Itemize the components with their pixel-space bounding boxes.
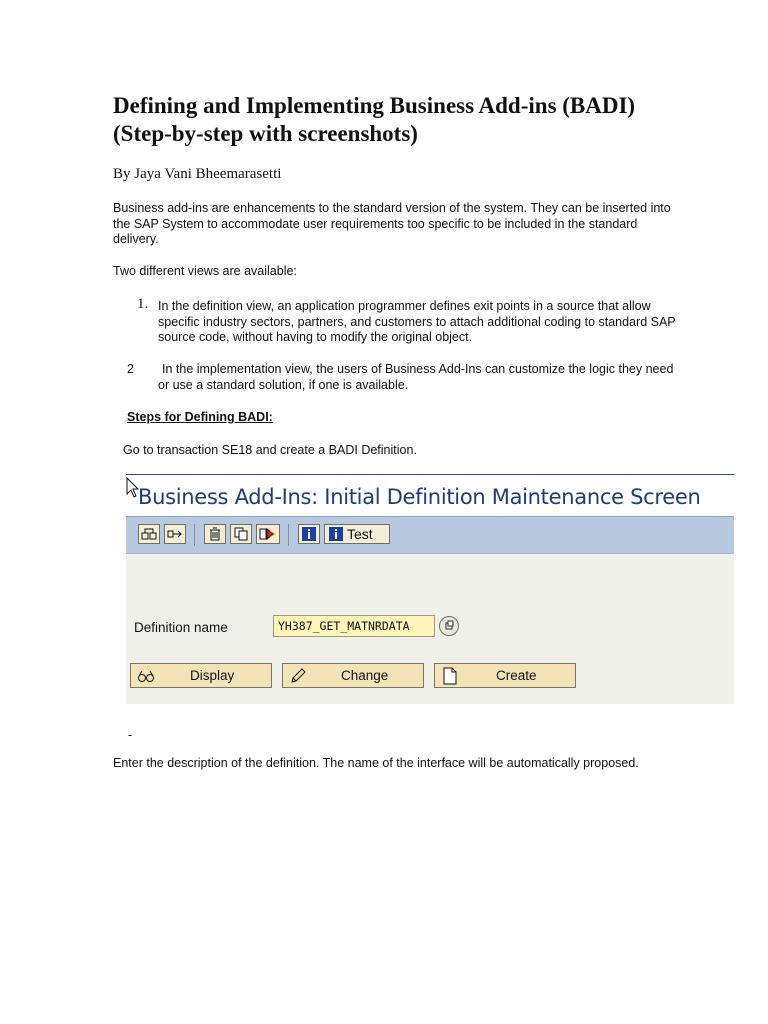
new-document-icon — [441, 667, 459, 685]
views-intro: Two different views are available: — [113, 264, 297, 278]
pencil-icon — [289, 667, 307, 685]
test-button[interactable] — [324, 524, 390, 544]
list-item-text: In the definition view, an application programmer defines exit points in a source that allow specific industry sectors, partners, and customers to attach additional coding to standard SAP source code, without having to modify the original object. — [158, 299, 676, 344]
value-help-icon — [440, 617, 458, 635]
author-byline: By Jaya Vani Bheemarasetti — [113, 166, 282, 182]
list-item-number: 2 — [127, 362, 134, 376]
title-line-1: Defining and Implementing Business Add-ins (BADI) — [113, 93, 636, 118]
title-line-2: (Step-by-step with screenshots) — [113, 121, 418, 146]
toolbar-separator — [288, 524, 289, 546]
change-button-label: Change — [341, 668, 389, 683]
intro-paragraph: Business add-ins are enhancements to the standard version of the system. They can be inserted into the SAP System to accommodate user requirements too specific to be included in the standard delivery. — [113, 201, 671, 246]
display-button[interactable] — [130, 663, 272, 688]
steps-heading-text: Steps for Defining BADI — [127, 410, 269, 424]
goto-instruction: Go to transaction SE18 and create a BADI Definition. — [123, 443, 417, 457]
info-icon — [328, 526, 344, 542]
toolbar-separator — [194, 524, 195, 546]
rename-icon — [259, 527, 277, 541]
other-object-icon — [141, 527, 157, 541]
copy-button[interactable] — [230, 524, 252, 544]
definition-name-input[interactable]: YH387_GET_MATNRDATA — [273, 615, 435, 637]
value-help-button[interactable] — [439, 616, 459, 636]
info-icon — [301, 526, 317, 542]
glasses-icon — [137, 667, 155, 685]
where-used-button[interactable] — [164, 524, 186, 544]
display-button-label: Display — [190, 668, 235, 683]
sap-screen-title: Business Add-Ins: Initial Definition Maintenance Screen — [138, 485, 701, 509]
list-item-number: 1. — [137, 296, 149, 312]
steps-heading — [127, 410, 273, 424]
definition-name-label: Definition name — [134, 620, 228, 635]
test-button-label: Test — [347, 526, 373, 542]
enter-description-instruction: Enter the description of the definition. The name of the interface will be automatically proposed. — [113, 756, 639, 770]
list-item-text: In the implementation view, the users of Business Add-Ins can customize the logic they need or use a standard solution, if one is available. — [158, 362, 674, 392]
rename-button[interactable] — [256, 524, 280, 544]
change-button[interactable] — [282, 663, 424, 688]
sap-toolbar — [126, 516, 734, 554]
sap-screenshot — [126, 474, 734, 704]
info-button[interactable] — [298, 524, 320, 544]
create-button-label: Create — [496, 668, 537, 683]
create-button[interactable] — [434, 663, 576, 688]
copy-icon — [234, 527, 248, 541]
sap-title-bar — [126, 474, 734, 517]
where-used-icon — [167, 527, 183, 541]
steps-heading-colon: : — [268, 410, 273, 424]
delete-icon — [208, 527, 222, 541]
document-title — [113, 92, 713, 148]
other-object-button[interactable] — [138, 524, 160, 544]
delete-button[interactable] — [204, 524, 226, 544]
dash-marker: - — [128, 728, 133, 742]
